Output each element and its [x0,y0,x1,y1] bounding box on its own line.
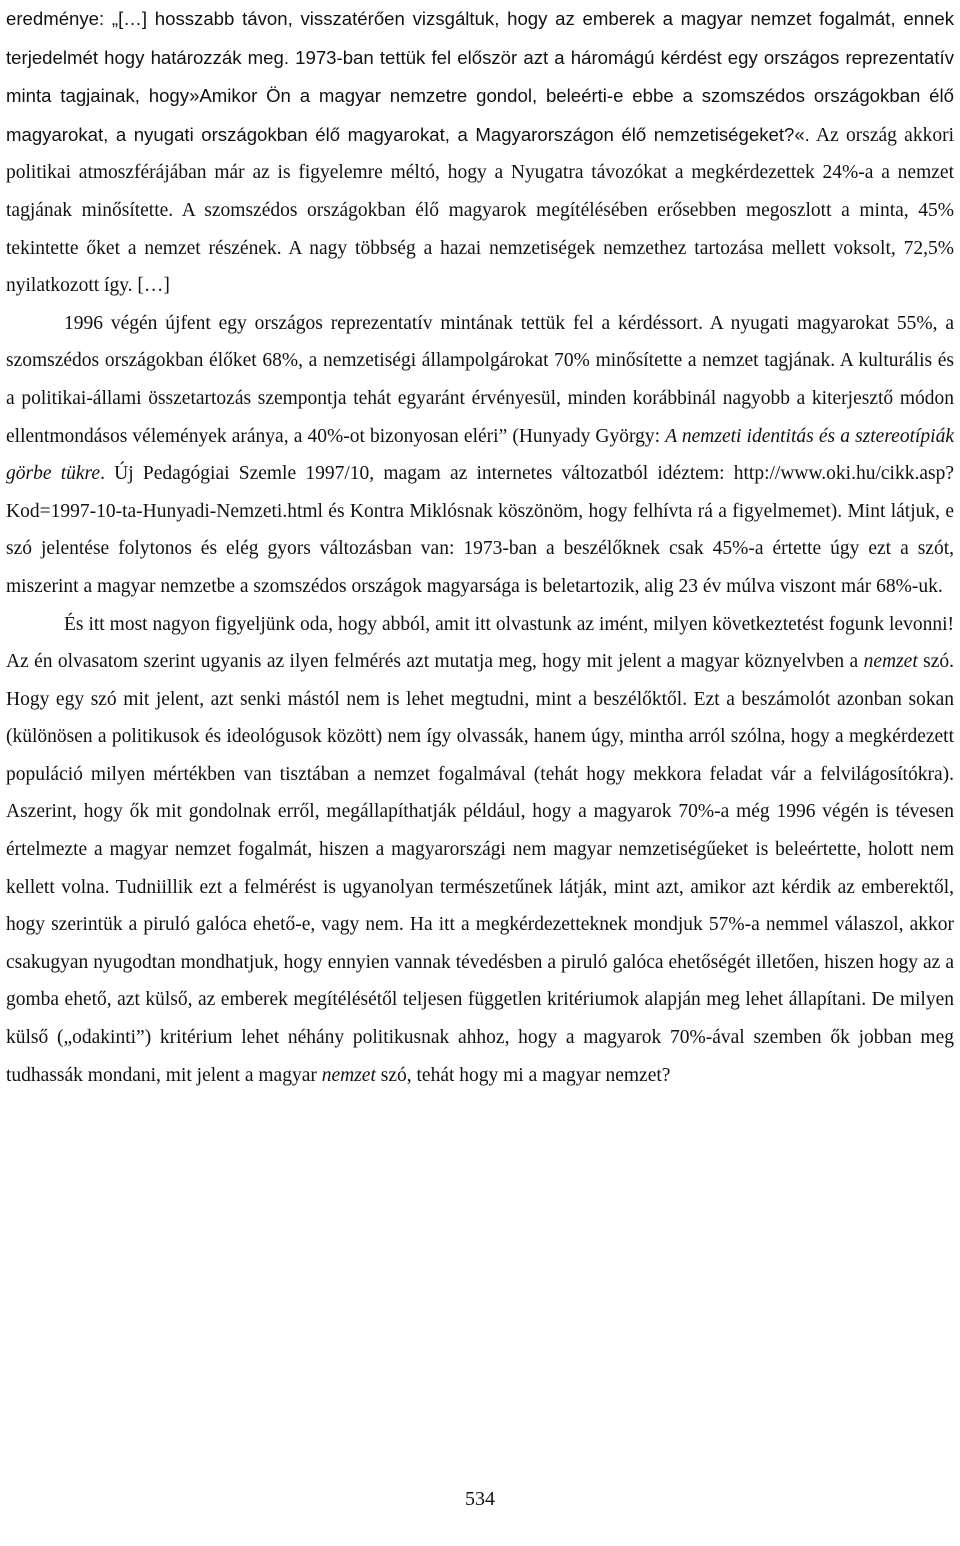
paragraph-3-text-c: szó, tehát hogy mi a magyar nemzet? [375,1064,671,1086]
cited-title: A nemzeti identitás és a sztereotípiák görbe tükre [6,425,954,485]
paragraph-2-text-b: . Új Pedagógiai Szemle 1997/10, magam az internetes változatból idéztem: http://www.oki.hu/cikk.asp?Kod=1997-10-ta-Hunyadi-Nemzeti.html és Kontra Miklósnak köszönöm, hogy felhívta rá a figyelmemet). Mint látjuk, e szó jelentése folytonos és elég gyors változásban van: 1973-ban a beszélőknek csak 45%-a értette úgy ezt a szót, miszerint a magyar nemzetbe a szomszédos országok magyarsága is beletartozik, alig 23 év múlva viszont már 68%-uk. [6,463,954,597]
paragraph-3-text-b: szó. Hogy egy szó mit jelent, azt senki mástól nem is lehet megtudni, mint a beszélőktől. Ezt a beszámolót azonban sokan (különösen a politikusok és ideológusok között) nem így olvassák, hanem úgy, mintha arról szólna, hogy a megkérdezett populáció milyen mértékben van tisztában a nemzet fogalmával (tehát hogy mekkora feladat vár a felvilágosítókra). Aszerint, hogy ők mit gondolnak erről, megállapíthatják például, hogy a magyarok 70%-a még 1996 végén is tévesen értelmezte a magyar nemzet fogalmát, hiszen a magyarországi nem magyar nemzetiségűeket is beleértette, holott nem kellett volna. Tudniillik ezt a felmérést is ugyanolyan természetűnek látják, mint azt, amikor azt kérdik az emberektől, hogy szerintük a piruló galóca ehető-e, vagy nem. Ha itt a megkérdezetteknek mondjuk 57%-a nemmel válaszol, akkor csakugyan nyugodtan mondhatjuk, hogy ennyien vannak tévedésben a piruló galóca ehetőségét illetően, hiszen hogy az a gomba ehető, azt külső, az emberek megítélésétől teljesen független kritériumok alapján meg lehet állapítani. De milyen külső („odakinti”) kritérium lehet néhány politikusnak ahhoz, hogy a magyarok 70%-ával szemben ők jobban meg tudhassák mondani, mit jelent a magyar [6,651,954,1086]
paragraph-3 [6,606,954,1095]
page-number: 534 [465,1488,495,1510]
paragraph-2 [6,305,954,606]
quoted-survey-text: eredménye: „[…] hosszabb távon, visszatérően vizsgáltuk, hogy az emberek a magyar nemzet fogalmát, ennek terjedelmét hogy határozzák meg. 1973-ban tettük fel először azt a háromágú kérdést egy országos reprezentatív minta tagjainak, hogy»Amikor Ön a magyar nemzetre gondol, beleérti-e ebbe a szomszédos országokban élő magyarokat, a nyugati országokban élő magyarokat, a Magyarországon élő nemzetiségeket?«. [6,8,954,145]
italic-term-nemzet-1: nemzet [863,651,918,673]
paragraph-1 [6,0,954,305]
body-text [6,0,954,1094]
paragraph-3-text-a: És itt most nagyon figyeljünk oda, hogy abból, amit itt olvastunk az imént, milyen következtetést fogunk levonni! Az én olvasatom szerint ugyanis az ilyen felmérés azt mutatja meg, hogy mit jelent a magyar köznyelvben a [6,613,954,673]
italic-term-nemzet-2: nemzet [321,1064,376,1086]
paragraph-1-continuation: Az ország akkori politikai atmoszférájában már az is figyelemre méltó, hogy a Nyugatra távozókat a megkérdezettek 24%-a a nemzet tagjának minősítette. A szomszédos országokban élő magyarok megítélésében erősebben megoszlott a minta, 45% tekintette őket a nemzet részének. A nagy többség a hazai nemzetiségek nemzethez tartozása mellett voksolt, 72,5% nyilatkozott így. […] [6,124,954,297]
paragraph-2-text-a: 1996 végén újfent egy országos reprezentatív mintának tettük fel a kérdéssort. A nyugati magyarokat 55%, a szomszédos országokban élőket 68%, a nemzetiségi állampolgárokat 70% minősítette a nemzet tagjának. A kulturális és a politikai-állami összetartozás szempontja tehát egyaránt érvényesül, minden korábbinál nagyobb a kiterjesztő módon ellentmondásos vélemények aránya, a 40%-ot bizonyosan eléri” (Hunyady György: [6,312,954,447]
